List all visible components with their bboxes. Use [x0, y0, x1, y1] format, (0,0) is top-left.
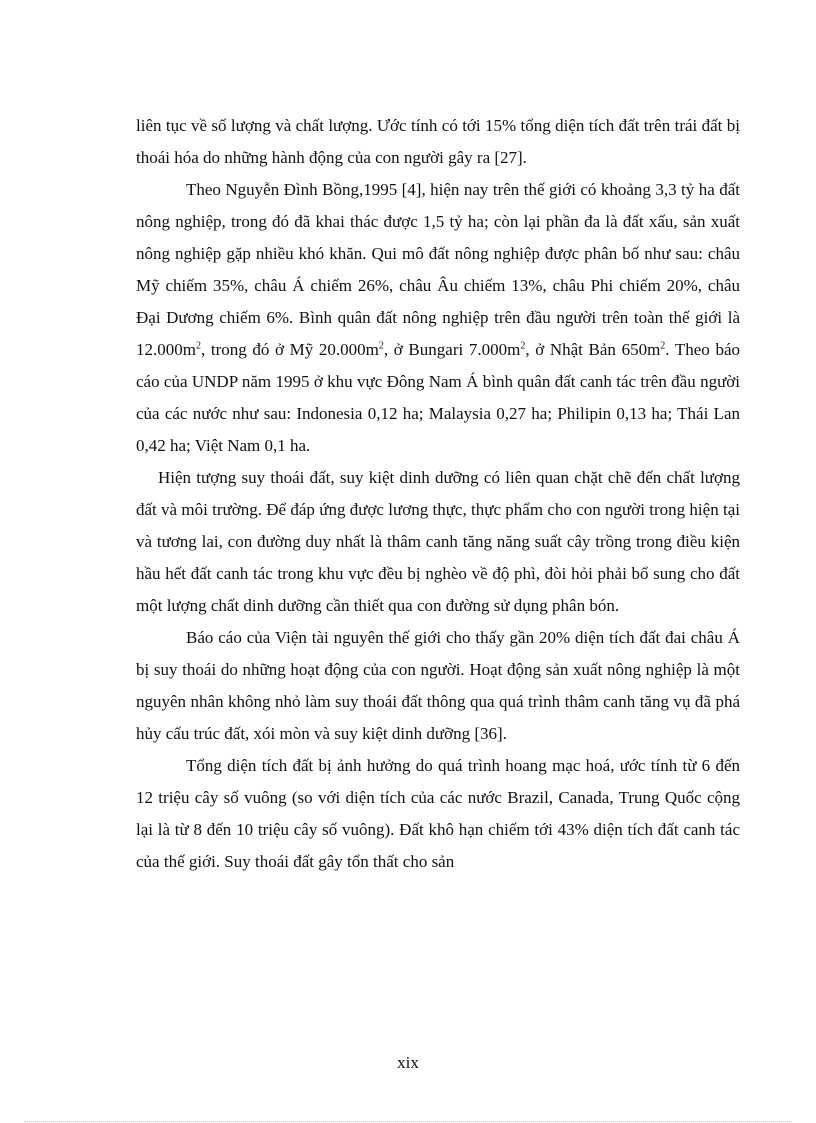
paragraph-2-text-b: , trong đó ở Mỹ 20.000m: [200, 340, 379, 359]
paragraph-2-text-d: , ở Nhật Bản 650m: [525, 340, 661, 359]
body-text: [136, 110, 740, 878]
superscript-4: 2: [660, 340, 666, 352]
paragraph-4: Báo cáo của Viện tài nguyên thế giới cho thấy gần 20% diện tích đất đai châu Á bị suy thoái do những hoạt động của con người. Hoạt động sản xuất nông nghiệp là một nguyên nhân không nhỏ làm suy thoái đất thông qua quá trình thâm canh tăng vụ đã phá hủy cấu trúc đất, xói mòn và suy kiệt dinh dưỡng [36].: [136, 628, 740, 743]
paragraph-2-text-c: , ở Bungari 7.000m: [383, 340, 521, 359]
paragraph-5: Tổng diện tích đất bị ảnh hưởng do quá trình hoang mạc hoá, ước tính từ 6 đến 12 triệu cây số vuông (so với diện tích của các nước Brazil, Canada, Trung Quốc cộng lại là từ 8 đến 10 triệu cây số vuông). Đất khô hạn chiếm tới 43% diện tích đất canh tác của thế giới. Suy thoái đất gây tổn thất cho sản: [136, 756, 740, 871]
paragraph-1: liên tục về số lượng và chất lượng. Ước tính có tới 15% tổng diện tích đất trên trái đất bị thoái hóa do những hành động của con người gây ra [27].: [136, 116, 740, 167]
page-bottom-divider: [24, 1121, 792, 1122]
paragraph-3: Hiện tượng suy thoái đất, suy kiệt dinh dưỡng có liên quan chặt chẽ đến chất lượng đất và môi trường. Để đáp ứng được lương thực, thực phẩm cho con người trong hiện tại và tương lai, con đường duy nhất là thâm canh tăng năng suất cây trồng trong điều kiện hầu hết đất canh tác trong khu vực đều bị nghèo về độ phì, đòi hỏi phải bổ sung cho đất một lượng chất dinh dưỡng cần thiết qua con đường sử dụng phân bón.: [136, 468, 740, 615]
paragraph-2-text-e: . Theo báo cáo của UNDP năm 1995 ở khu vực Đông Nam Á bình quân đất canh tác trên đầu người của các nước như sau: Indonesia 0,12 ha; Malaysia 0,27 ha; Philipin 0,13 ha; Thái Lan 0,42 ha; Việt Nam 0,1 ha.: [136, 340, 740, 455]
paragraph-2: [136, 174, 740, 462]
superscript-3: 2: [520, 340, 526, 352]
paragraph-2-text-a: Theo Nguyễn Đình Bồng,1995 [4], hiện nay trên thế giới có khoảng 3,3 tỷ ha đất nông nghiệp, trong đó đã khai thác được 1,5 tỷ ha; còn lại phần đa là đất xấu, sản xuất nông nghiệp gặp nhiều khó khăn. Qui mô đất nông nghiệp được phân bố như sau: châu Mỹ chiếm 35%, châu Á chiếm 26%, châu Âu chiếm 13%, châu Phi chiếm 20%, châu Đại Dương chiếm 6%. Bình quân đất nông nghiệp trên đầu người trên toàn thế giới là 12.000m: [136, 180, 740, 359]
superscript-1: 2: [195, 340, 201, 352]
superscript-2: 2: [378, 340, 384, 352]
page-number: xix: [397, 1053, 419, 1072]
